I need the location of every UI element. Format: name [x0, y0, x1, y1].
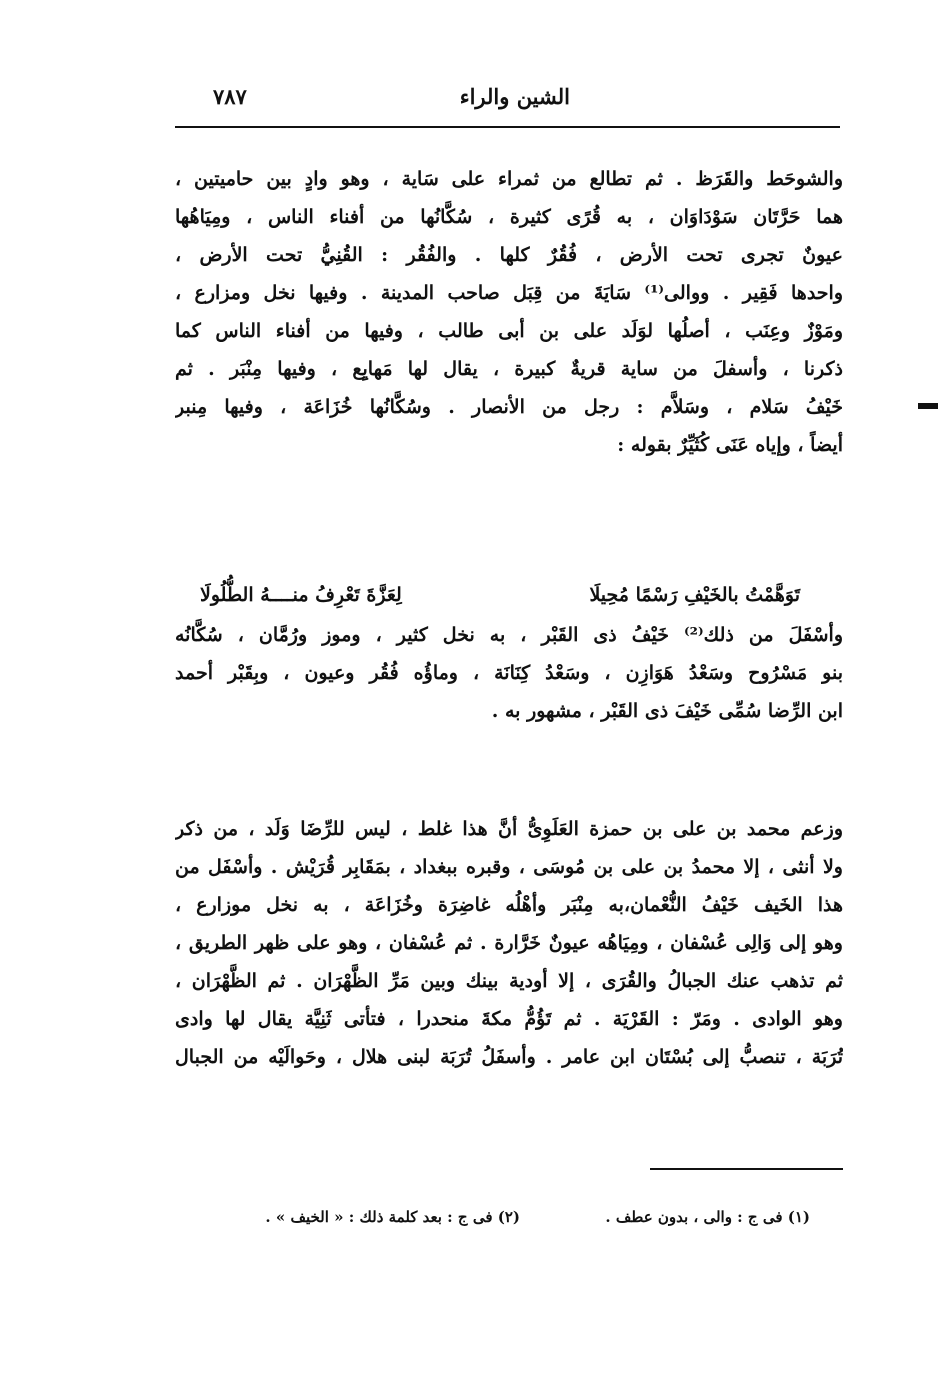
text-line: والشوحَط والقَرَظ . ثم تطالع من ثمراء على سَاية ، وهو وادٍ بين حاميتين ،: [175, 168, 843, 190]
poetry-verse: [200, 575, 800, 615]
paragraph-1: [175, 160, 843, 464]
first-hemistich: تَوَهَّمْتُ بالخَيْفِ رَسْمًا مُحِيلَا: [589, 584, 800, 606]
text-line: ثم تذهب عنك الجبالُ والقُرَى ، إلا أودية بينك وبين مَرِّ الظَّهْرَان . ثم الظَّهْرَان ،: [175, 970, 843, 992]
text-line: ابن الرِّضا سُمِّى خَيْفَ ذى القَبْر ، مشهور به .: [491, 700, 843, 722]
text-line: وزعم محمد بن على بن حمزة العَلَوِىُّ أنَّ هذا غلط ، ليس للرِّضَا وَلَد ، من ذكر: [175, 818, 843, 840]
text-line: ومَوْزٌ وعِنَب ، أصلُها لوَلَد على بن أبى طالب ، وفيها من أفناء الناس كما: [175, 320, 843, 342]
text-line: تُرَبَة ، تنصبُّ إلى بُسْتَان ابن عامر . وأسفَلُ تُرَبَة لبنى هلال ، وحَوالَيْه من الجبال: [175, 1046, 843, 1068]
text-line: بنو مَسْرُوح وسَعْدُ هَوَازِن ، وسَعْدُ كِنَانَة ، وماؤُه فُقُر وعيون ، وبِقَبْر أحمد: [175, 662, 843, 684]
text-line: ذكرنا ، وأسفلَ من ساية قريةٌ كبيرة ، يقال لها مَهايِع ، وفيها مِنْبَر . ثم: [175, 358, 843, 380]
header-rule: [175, 126, 840, 128]
text-line: وأسْفَلَ من ذلك⁽²⁾ خَيْفُ ذى القَبْر ، به نخل كثير ، وموز ورُمَّان ، سُكَّانُه: [175, 624, 843, 646]
footnotes: [180, 1208, 810, 1238]
text-line: وهو إلى وَالِى عُسْفان ، ومِيَاهُه عيونٌ خَرَّارة . ثم عُسْفان ، وهو على ظهر الطريق ،: [175, 932, 843, 954]
page-number: ٧٨٧: [213, 84, 247, 109]
text-line: هذا الخَيف خَيْفُ النُّعْمان،به مِنْبَر وأهْلُه غاضِرَة وخُزَاعَة ، به نخل موزارع ،: [175, 894, 843, 916]
text-line: وهو الوادى . ومَرّ : القَرْيَة . ثم تَؤُمُّ مكةَ منحدرا ، فتأتى ثَنِيَّة يقال لها وادى: [175, 1008, 843, 1030]
paragraph-2: [175, 616, 843, 730]
text-line: أيضاً ، وإياه عَنَى كُثَيِّرٌ بقوله :: [617, 434, 843, 456]
paragraph-3: [175, 810, 843, 1076]
running-header: [175, 78, 840, 122]
text-line: ولا أنثى ، إلا محمدُ بن على بن مُوسَى ، وقبره ببغداد ، بمَقَابِر قُرَيْش . وأسْفَل من: [175, 856, 843, 878]
second-hemistich: لِعَزَّةَ تَعْرِفُ منــــهُ الطُّلُولَا: [200, 584, 402, 606]
text-line: عيونٌ تجرى تحت الأرض ، فُقُرٌ كلها . والفُقُر : القُنِيُّ تحت الأرض ،: [175, 244, 843, 266]
footnote-1: (١) فى ج : والى ، بدون عطف .: [605, 1208, 810, 1226]
text-line: خَيْفُ سَلام ، وسَلاَّم : رجل من الأنصار . وسُكَّانُها خُزَاعَة ، وفيها مِنبر: [175, 396, 843, 418]
text-line: هما حَرَّتَان سَوْدَاوَان ، به قُرًى كثيرة ، سُكَّانُها من أفناء الناس ، ومِيَاهُها: [175, 206, 843, 228]
footnote-2: (٢) فى ج : بعد كلمة ذلك : « الخيف » .: [265, 1208, 520, 1226]
scan-edge-mark: [918, 403, 938, 409]
running-title: الشين والراء: [459, 84, 570, 109]
text-line: واحدها فَقِير . ووالى⁽¹⁾ سَايَةَ من قِبَل صاحب المدينة . وفيها نخل ومزارع ،: [175, 282, 843, 304]
footnote-rule: [650, 1168, 843, 1170]
